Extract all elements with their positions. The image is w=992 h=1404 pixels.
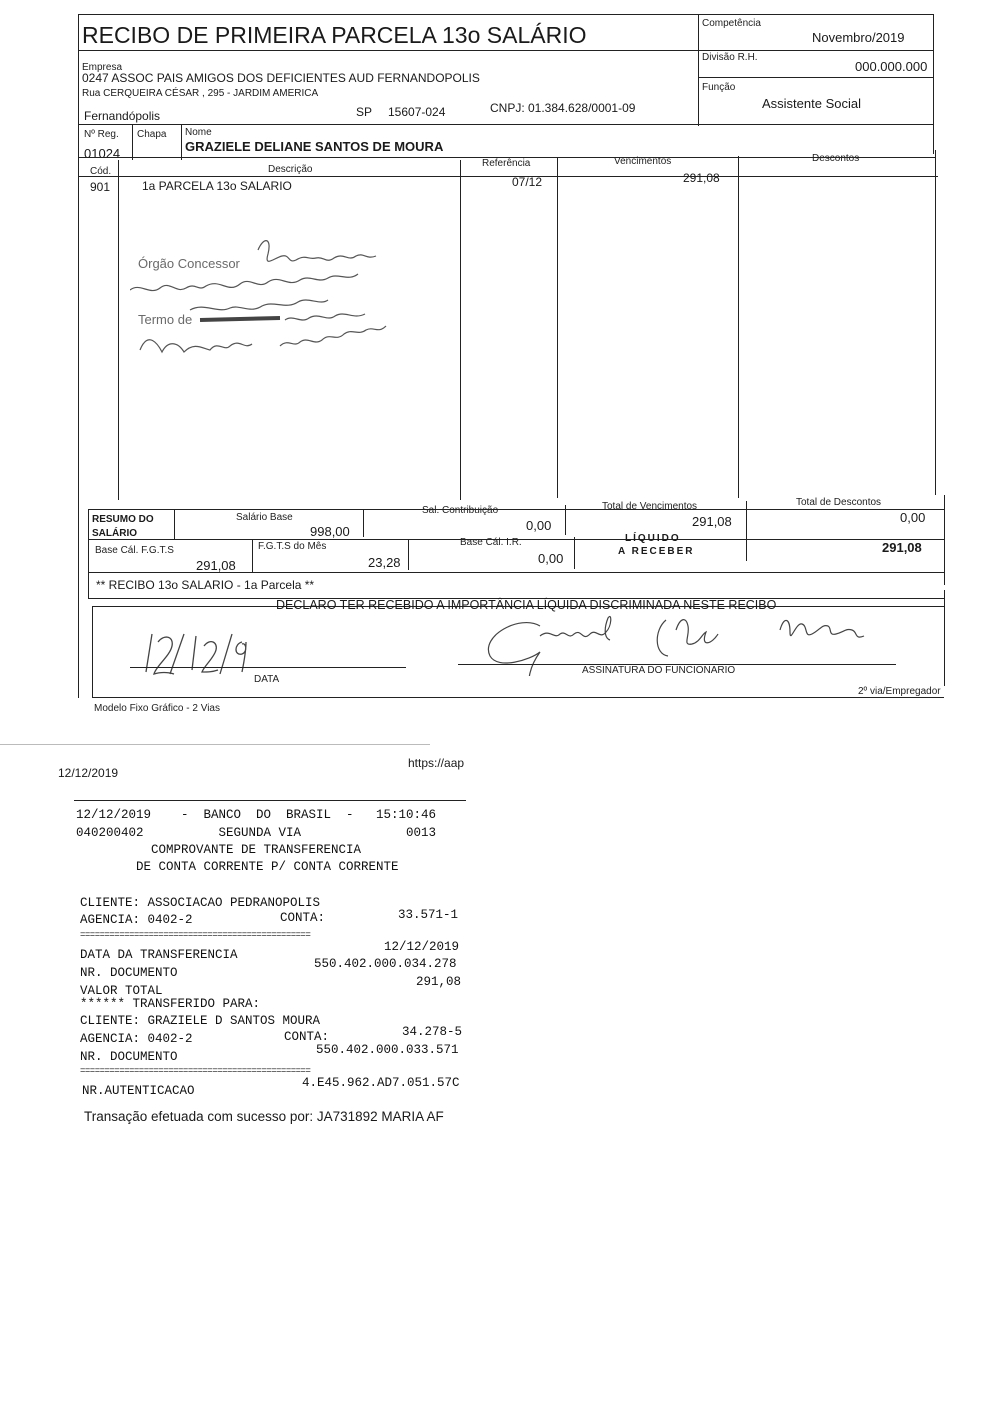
concessor-stamp bbox=[130, 220, 450, 370]
col-descricao: Descrição bbox=[268, 164, 313, 175]
chapa-label: Chapa bbox=[137, 129, 167, 140]
salario-base-label: Salário Base bbox=[236, 512, 293, 523]
nr-doc2-value: 550.402.000.033.571 bbox=[316, 1043, 459, 1057]
empresa-name: 0247 ASSOC PAIS AMIGOS DOS DEFICIENTES AUD FERNANDOPOLIS bbox=[82, 71, 480, 85]
base-fgts-label: Base Cál. F.G.T.S bbox=[95, 545, 174, 556]
conta2-value: 34.278-5 bbox=[402, 1025, 463, 1039]
sal-contrib-label: Sal. Contribuição bbox=[422, 505, 499, 516]
transfer-header-line-2: 040200402 SEGUNDA VIA 0013 bbox=[76, 826, 437, 840]
divisao-label: Divisão R.H. bbox=[702, 52, 758, 63]
total-venc-value: 291,08 bbox=[692, 514, 732, 529]
item-referencia: 07/12 bbox=[512, 175, 543, 189]
competencia-value: Novembro/2019 bbox=[812, 30, 905, 45]
cliente2: CLIENTE: GRAZIELE D SANTOS MOURA bbox=[80, 1014, 321, 1028]
divisao-value: 000.000.000 bbox=[855, 59, 928, 74]
empresa-uf: SP bbox=[356, 105, 373, 119]
total-desc-label: Total de Descontos bbox=[796, 497, 882, 508]
employee-name: GRAZIELE DELIANE SANTOS DE MOURA bbox=[185, 139, 444, 154]
empresa-cep: 15607-024 bbox=[388, 105, 446, 119]
transfer-header-line-1: 12/12/2019 - BANCO DO BRASIL - 15:10:46 bbox=[76, 808, 437, 822]
data-label: DATA bbox=[254, 674, 280, 685]
competencia-label: Competência bbox=[702, 18, 761, 29]
assinatura-label: ASSINATURA DO FUNCIONARIO bbox=[582, 665, 736, 676]
fgts-mes-label: F.G.T.S do Mês bbox=[258, 541, 327, 552]
conta1-label: CONTA: bbox=[280, 911, 326, 925]
declaration-text: DECLARO TER RECEBIDO A IMPORTÂNCIA LÍQUIDA DISCRIMINADA NESTE RECIBO bbox=[276, 598, 777, 612]
empresa-address: Rua CERQUEIRA CÉSAR , 295 - JARDIM AMERICA bbox=[82, 88, 319, 99]
data-transf-value: 12/12/2019 bbox=[384, 940, 460, 954]
transfer-header-line-4: DE CONTA CORRENTE P/ CONTA CORRENTE bbox=[76, 860, 399, 874]
base-ir-label: Base Cál. I.R. bbox=[460, 537, 522, 548]
cliente1: CLIENTE: ASSOCIACAO PEDRANOPOLIS bbox=[80, 896, 321, 910]
sal-contrib-value: 0,00 bbox=[526, 518, 552, 533]
item-cod: 901 bbox=[90, 180, 111, 194]
liquido-value: 291,08 bbox=[882, 540, 922, 555]
item-vencimentos: 291,08 bbox=[683, 171, 720, 185]
transferido-para: ****** TRANSFERIDO PARA: bbox=[80, 997, 261, 1011]
salario-base-value: 998,00 bbox=[310, 524, 350, 539]
nr-doc1-value: 550.402.000.034.278 bbox=[314, 957, 457, 971]
funcao-value: Assistente Social bbox=[762, 96, 861, 111]
conta1-value: 33.571-1 bbox=[398, 908, 459, 922]
nreg-label: Nº Reg. bbox=[84, 129, 119, 140]
transaction-footer: Transação efetuada com sucesso por: JA731892 MARIA AF bbox=[84, 1109, 444, 1124]
fgts-mes-value: 23,28 bbox=[368, 555, 401, 570]
data-transf-label: DATA DA TRANSFERENCIA bbox=[80, 948, 238, 962]
resumo-label: RESUMO DO SALÁRIO bbox=[92, 514, 154, 539]
col-vencimentos: Vencimentos bbox=[614, 156, 672, 167]
liquido-label: LÍQUIDO bbox=[625, 533, 681, 544]
col-cod: Cód. bbox=[90, 166, 112, 177]
handwritten-date bbox=[140, 628, 280, 678]
transfer-header-line-3: COMPROVANTE DE TRANSFERENCIA bbox=[76, 843, 362, 857]
item-descricao: 1a PARCELA 13o SALARIO bbox=[142, 179, 292, 193]
conta2-label: CONTA: bbox=[284, 1030, 330, 1044]
printout-date: 12/12/2019 bbox=[58, 766, 119, 780]
a-receber-label: A RECEBER bbox=[618, 546, 695, 557]
valor-total-label: VALOR TOTAL bbox=[80, 984, 163, 998]
receipt-title: RECIBO DE PRIMEIRA PARCELA 13o SALÁRIO bbox=[82, 22, 587, 48]
nr-doc1-label: NR. DOCUMENTO bbox=[80, 966, 178, 980]
via-label: 2º via/Empregador bbox=[858, 686, 941, 697]
empresa-cnpj: CNPJ: 01.384.628/0001-09 bbox=[490, 101, 636, 115]
autent-label: NR.AUTENTICACAO bbox=[82, 1084, 195, 1098]
stamp-orgao-label: Órgão Concessor bbox=[138, 256, 240, 271]
col-descontos: Descontos bbox=[812, 153, 860, 164]
base-fgts-value: 291,08 bbox=[196, 558, 236, 573]
modelo-label: Modelo Fixo Gráfico - 2 Vias bbox=[94, 703, 220, 714]
separator-2: =============================================== bbox=[80, 1066, 311, 1076]
agencia2: AGENCIA: 0402-2 bbox=[80, 1032, 193, 1046]
agencia1: AGENCIA: 0402-2 bbox=[80, 913, 193, 927]
handwritten-annotation bbox=[130, 220, 450, 370]
total-desc-value: 0,00 bbox=[900, 510, 926, 525]
receipt-note: ** RECIBO 13o SALARIO - 1a Parcela ** bbox=[96, 578, 315, 592]
col-referencia: Referência bbox=[482, 158, 531, 169]
valor-total-value: 291,08 bbox=[416, 975, 462, 989]
funcao-label: Função bbox=[702, 82, 736, 93]
printout-url: https://aap bbox=[408, 756, 465, 770]
empresa-city: Fernandópolis bbox=[84, 109, 161, 123]
empresa-label: Empresa bbox=[82, 62, 123, 73]
nome-label: Nome bbox=[185, 127, 212, 138]
separator-1: =============================================== bbox=[80, 930, 311, 940]
total-venc-label: Total de Vencimentos bbox=[602, 501, 698, 512]
nreg-value: 01024 bbox=[84, 146, 121, 161]
base-ir-value: 0,00 bbox=[538, 551, 564, 566]
nr-doc2-label: NR. DOCUMENTO bbox=[80, 1050, 178, 1064]
autent-value: 4.E45.962.AD7.051.57C bbox=[302, 1076, 460, 1090]
stamp-termo-label: Termo de bbox=[138, 312, 193, 327]
